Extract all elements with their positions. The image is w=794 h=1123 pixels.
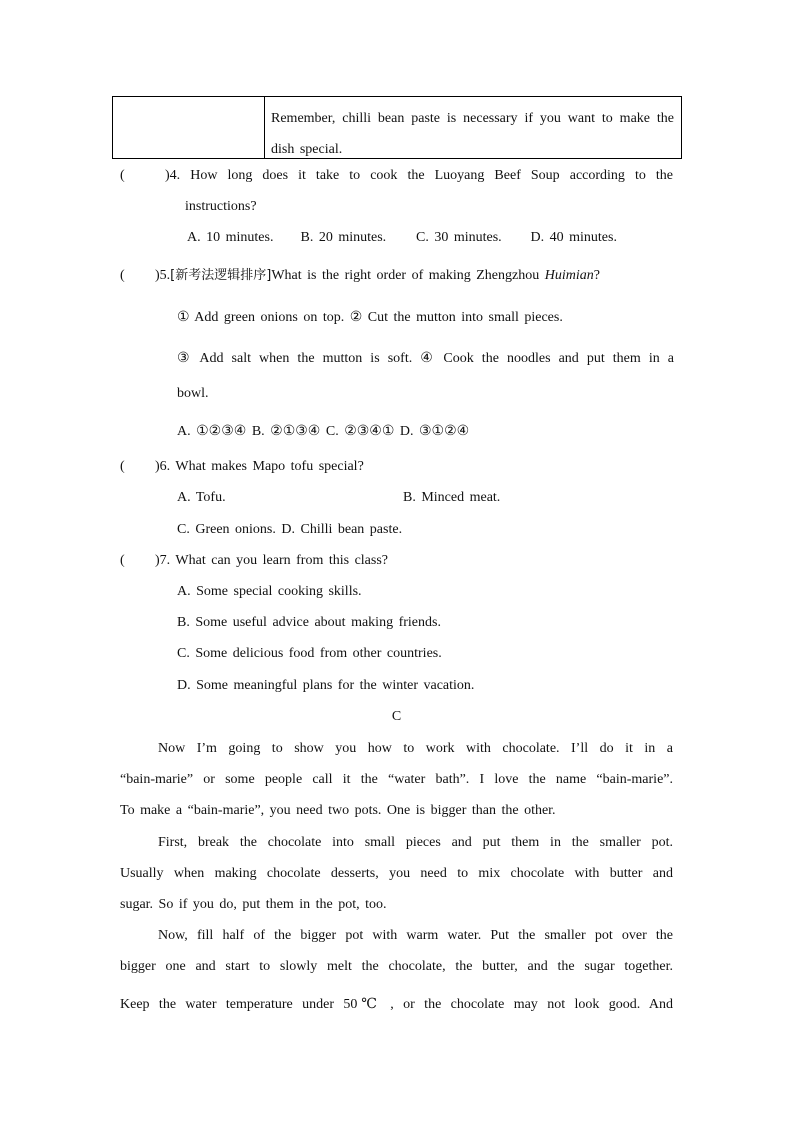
p1-line-1: Now I’m going to show you how to work with chocolate. I’ll do it in a (158, 741, 673, 756)
p3-line-3: Keep the water temperature under 50℃ , or the chocolate may not look good. And (120, 997, 673, 1012)
q7-option-c[interactable]: C. Some delicious food from other countries. (177, 646, 442, 661)
q5-question-mark: ? (593, 268, 600, 283)
q5-steps-line1: ① Add green onions on top. ② Cut the mutton into small pieces. (177, 310, 563, 325)
section-c-paragraph-3 (120, 920, 673, 1020)
q5-dish-name: Huimian (544, 268, 594, 283)
q6-option-a[interactable]: A. Tofu. (177, 490, 226, 505)
table-left-cell (113, 97, 265, 158)
q6-bracket: ( (120, 459, 125, 474)
q4-option-c[interactable]: C. 30 minutes. (416, 230, 502, 245)
q7-option-a[interactable]: A. Some special cooking skills. (177, 584, 362, 599)
q4-option-a[interactable]: A. 10 minutes. (187, 230, 274, 245)
p2-line-1: First, break the chocolate into small pieces and put them in the smaller pot. (158, 835, 673, 850)
q4-option-d[interactable]: D. 40 minutes. (530, 230, 617, 245)
q4-bracket: ( (120, 168, 125, 183)
q7-stem: )7. What can you learn from this class? (155, 553, 389, 568)
section-c-heading: C (391, 709, 402, 724)
q6-option-cd[interactable]: C. Green onions. D. Chilli bean paste. (177, 522, 403, 537)
q5-stem (155, 266, 600, 286)
q5-options[interactable]: A. ①②③④ B. ②①③④ C. ②③④① D. ③①②④ (177, 424, 470, 439)
p1-line-3: To make a “bain-marie”, you need two pots. One is bigger than the other. (120, 803, 556, 818)
q7-bracket: ( (120, 553, 125, 568)
q7-option-b[interactable]: B. Some useful advice about making friends. (177, 615, 441, 630)
p3-line-1: Now, fill half of the bigger pot with warm water. Put the smaller pot over the (158, 928, 673, 943)
q5-steps-line3: bowl. (177, 386, 209, 401)
p1-line-2: “bain-marie” or some people call it the “water bath”. I love the name “bain-marie”. (120, 772, 673, 787)
q4-stem: )4. How long does it take to cook the Luoyang Beef Soup according to the (165, 168, 673, 183)
p3-line-2: bigger one and start to slowly melt the chocolate, the butter, and the sugar together. (120, 959, 673, 974)
q4-stem-cont: instructions? (185, 199, 257, 214)
q4-options (187, 228, 617, 248)
q7-option-d[interactable]: D. Some meaningful plans for the winter vacation. (177, 678, 475, 693)
cooking-table (112, 96, 682, 159)
q4-option-b[interactable]: B. 20 minutes. (300, 230, 387, 245)
section-c-paragraph-2 (120, 827, 673, 920)
q5-stem-text: What is the right order of making Zhengzhou (271, 268, 540, 283)
section-c-paragraph-1 (120, 733, 673, 826)
q6-stem: )6. What makes Mapo tofu special? (155, 459, 364, 474)
q6-option-b[interactable]: B. Minced meat. (403, 490, 501, 505)
p2-line-3: sugar. So if you do, put them in the pot, too. (120, 897, 387, 912)
table-right-cell: Remember, chilli bean paste is necessary if you want to make the dish special. (271, 111, 674, 157)
q5-steps-line2: ③ Add salt when the mutton is soft. ④ Cook the noodles and put them in a (177, 351, 674, 366)
q5-tag: [新考法逻辑排序] (170, 268, 272, 283)
p2-line-2: Usually when making chocolate desserts, you need to mix chocolate with butter and (120, 866, 673, 881)
q5-bracket: ( (120, 268, 125, 283)
q5-number: )5. (155, 268, 171, 283)
